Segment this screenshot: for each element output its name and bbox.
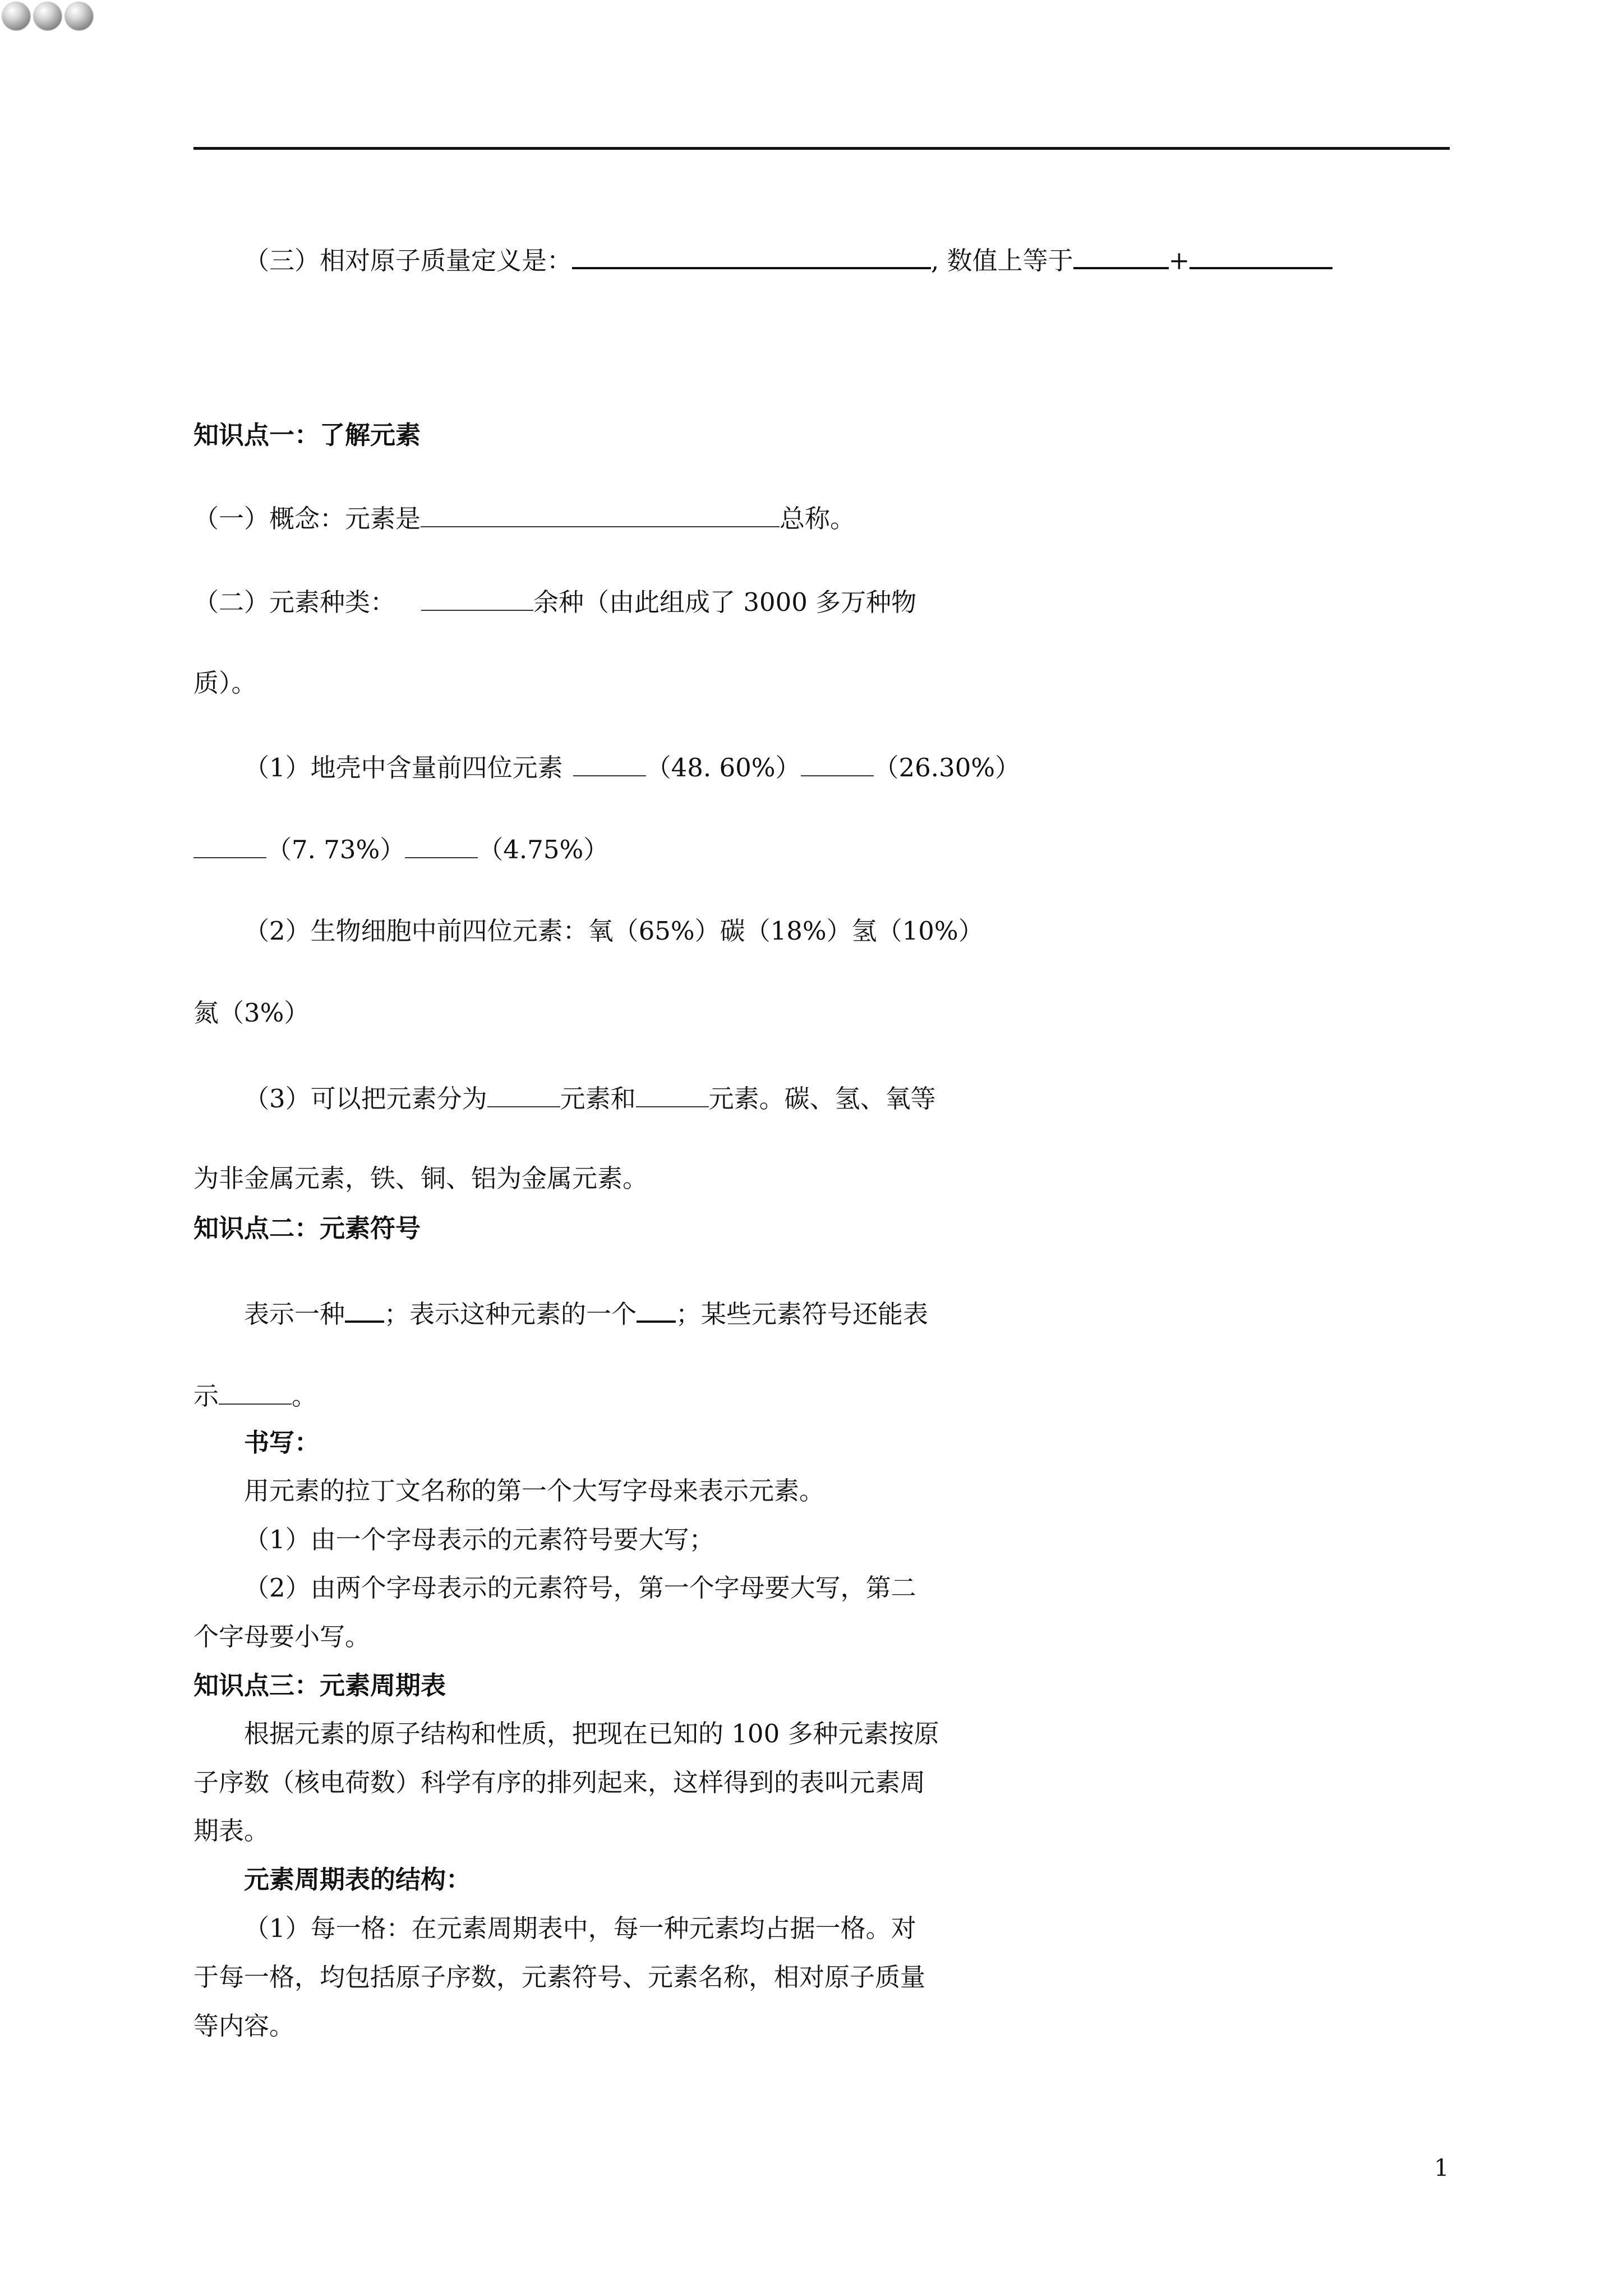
question-text: 表示一种: [244, 1299, 345, 1329]
answer-blank: [219, 1379, 292, 1405]
periodic-table-paragraph-line-1: 根据元素的原子结构和性质，把现在已知的 100 多种元素按原: [244, 1719, 939, 1749]
question-text: 元素和: [560, 1084, 636, 1114]
symbol-meaning-line-1: [244, 1296, 928, 1330]
question-text: 余种（由此组成了 3000 多万种物: [533, 587, 917, 617]
question-text: （1）地壳中含量前四位元素: [244, 753, 563, 783]
writing-rule-line-4: 个字母要小写。: [193, 1622, 371, 1651]
answer-blank: [421, 501, 780, 527]
writing-rule-line-2: （1）由一个字母表示的元素符号要大写；: [244, 1525, 714, 1554]
logo-ball: [34, 2, 62, 30]
question-text: 示: [193, 1381, 219, 1411]
question-text: （一）概念：元素是: [193, 504, 421, 533]
periodic-table-paragraph-line-2: 子序数（核电荷数）科学有序的排列起来，这样得到的表叫元素周: [193, 1768, 926, 1797]
answer-blank: [1189, 242, 1332, 269]
answer-blank: [637, 1296, 676, 1323]
structure-subtitle: 元素周期表的结构：: [244, 1865, 472, 1894]
question-text: （3）可以把元素分为: [244, 1084, 487, 1114]
percentage-text: （48. 60%）: [645, 753, 801, 783]
bio-elements-line-2: 氮（3%）: [193, 998, 310, 1028]
periodic-table-paragraph-line-3: 期表。: [193, 1816, 270, 1846]
structure-line-1: （1）每一格：在元素周期表中，每一种元素均占据一格。对: [244, 1913, 916, 1943]
knowledge-point-1-title: 知识点一：了解元素: [193, 420, 421, 450]
writing-subtitle: 书写：: [244, 1428, 320, 1457]
answer-blank: [573, 751, 646, 776]
element-types-continued: 质）。: [193, 668, 257, 698]
question-text: （二）元素种类：: [193, 587, 396, 617]
answer-blank: [487, 1082, 560, 1107]
answer-blank: [193, 832, 266, 858]
bio-elements-line-1: （2）生物细胞中前四位元素：氧（65%）碳（18%）氢（10%）: [244, 916, 984, 946]
logo-ball: [65, 2, 93, 30]
element-classification-line-2: 为非金属元素，铁、铜、铝为金属元素。: [193, 1163, 648, 1193]
page-number: 1: [1434, 2154, 1449, 2182]
plus-sign: +: [1168, 246, 1190, 275]
element-concept-line: [193, 501, 855, 535]
answer-blank: [801, 751, 874, 776]
crust-elements-line-2: [193, 832, 608, 866]
element-classification-line-1: [244, 1082, 936, 1115]
answer-blank: [345, 1296, 384, 1323]
percentage-text: （4.75%）: [478, 835, 609, 864]
question-text: （三）相对原子质量定义是：: [244, 246, 573, 275]
element-types-line: [193, 585, 916, 618]
knowledge-point-3-title: 知识点三：元素周期表: [193, 1671, 446, 1700]
percentage-text: （7. 73%）: [266, 835, 405, 864]
header-rule: [193, 147, 1450, 150]
structure-line-2: 于每一格，均包括原子序数，元素符号、元素名称，相对原子质量: [193, 1962, 926, 1992]
question-text: 元素。碳、氢、氧等: [708, 1084, 936, 1114]
question-text: 。: [292, 1381, 317, 1411]
logo-ball: [2, 2, 30, 30]
knowledge-point-2-title: 知识点二：元素符号: [193, 1213, 421, 1243]
writing-rule-line-3: （2）由两个字母表示的元素符号，第一个字母要大写，第二: [244, 1573, 916, 1603]
answer-blank: [572, 242, 931, 269]
structure-line-3: 等内容。: [193, 2011, 295, 2041]
answer-blank: [1073, 242, 1169, 269]
writing-rule-line-1: 用元素的拉丁文名称的第一个大写字母来表示元素。: [244, 1476, 825, 1506]
answer-blank: [405, 832, 478, 858]
symbol-meaning-line-2: [193, 1379, 317, 1412]
question-text: , 数值上等于: [931, 246, 1073, 275]
crust-elements-line-1: [244, 751, 1020, 784]
question-text: ；某些元素符号还能表: [676, 1299, 929, 1329]
publisher-logo: [2, 2, 93, 30]
answer-blank: [636, 1082, 709, 1107]
percentage-text: （26.30%）: [873, 753, 1021, 783]
relative-atomic-mass-question: [244, 242, 1332, 277]
question-text: 总称。: [780, 504, 856, 533]
answer-blank: [421, 585, 533, 611]
question-text: ；表示这种元素的一个: [384, 1299, 637, 1329]
